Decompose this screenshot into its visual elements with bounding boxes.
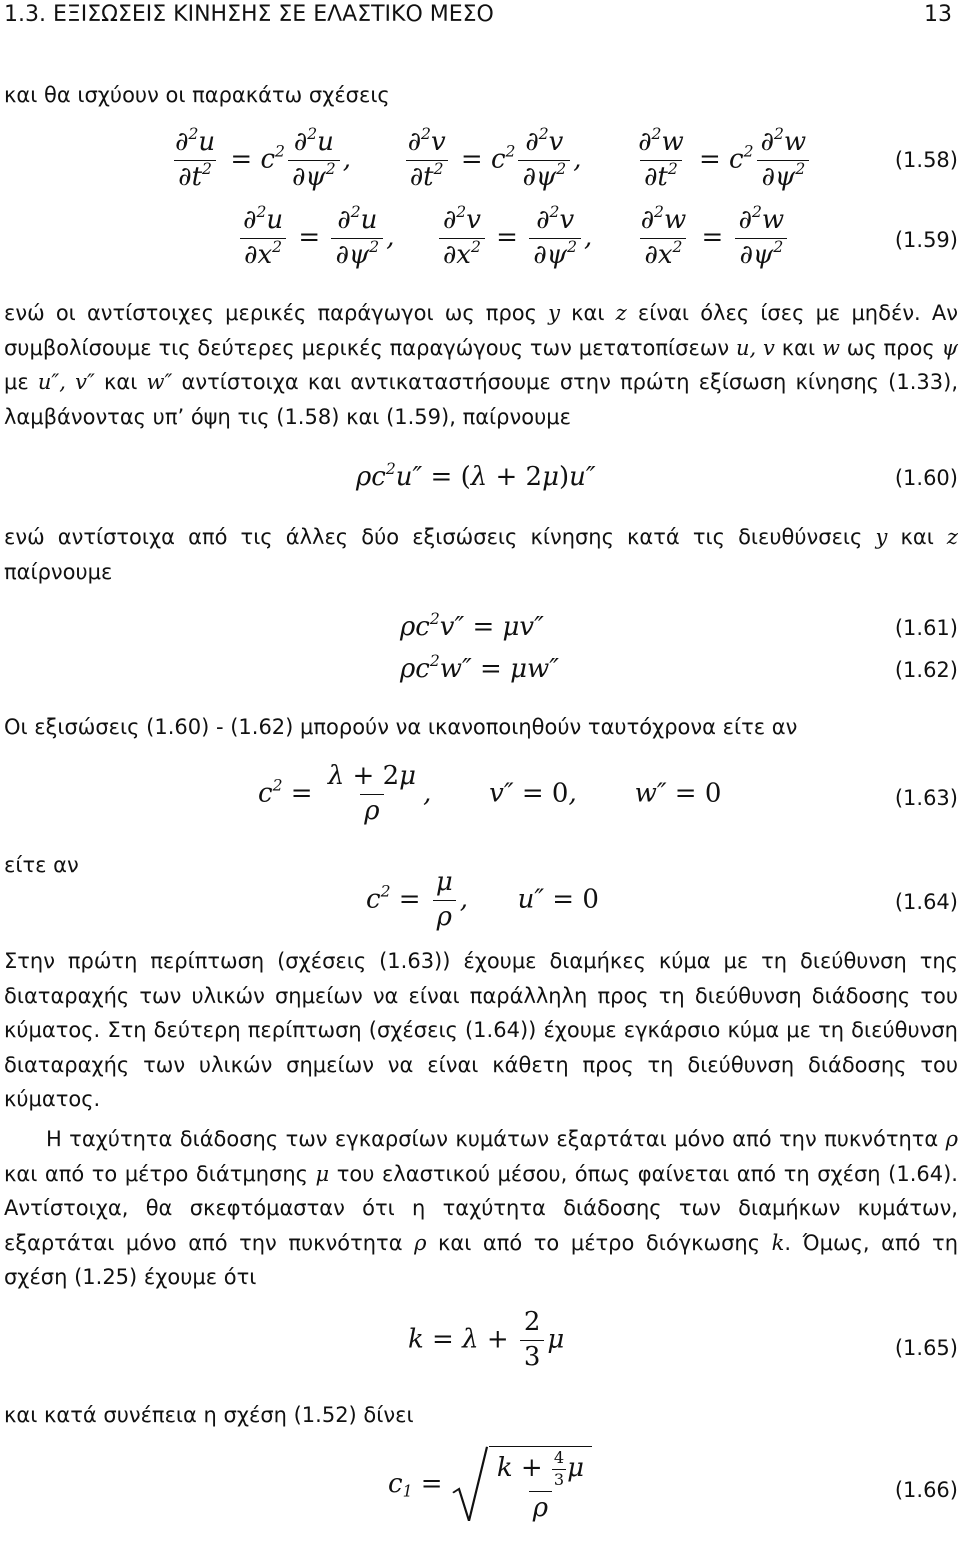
equation-1-65: k = λ + $\frac{2}{3}$ μ (1.65) — [408, 1307, 958, 1372]
equation-number: (1.58) — [894, 148, 958, 172]
paragraph-wave-speed: Η ταχύτητα διάδοσης των εγκαρσίων κυμάτων εξαρτάται μόνο από την πυκνότητα ρ και από το μέτρο διάτμησης μ του ελαστικού μέσου, όπως φαίνεται από τη σχέση (1.64). Αντίστοιχα, θα σκεφτόμασταν ότι η ταχύτητα διάδοσης των διαμήκων κυμάτων, εξαρτάται μόνο από την πυκνότητα ρ και από το μέτρο διόγκωσης k. Όμως, από τη σχέση (1.25) έχουμε ότι — [4, 1127, 959, 1289]
equation-number: (1.65) — [894, 1336, 958, 1360]
equation-number: (1.63) — [894, 786, 958, 810]
equation-1-61: $\rho c^2v'' = \mu v''$ (1.61) — [400, 610, 958, 642]
equation-1-66: $c_1$ = k + $\frac{4}{3}$ μ ρ (1.66) — [388, 1448, 958, 1524]
equation-number: (1.59) — [894, 228, 958, 252]
paragraph-conditions: Οι εξισώσεις (1.60) - (1.62) μπορούν να ικανοποιηθούν ταυτόχρονα είτε αν — [4, 715, 798, 739]
paragraph-other-directions: ενώ αντίστοιχα από τις άλλες δύο εξισώσεις κίνησης κατά τις διευθύνσεις y και z παίρνουμε — [4, 525, 958, 584]
equation-number: (1.64) — [894, 890, 958, 914]
square-root: k + $\frac{4}{3}$ μ ρ — [451, 1446, 592, 1524]
paragraph-derivatives: ενώ οι αντίστοιχες μερικές παράγωγοι ως προς y και z είναι όλες ίσες με μηδέν. Αν συμβολίσουμε τις δεύτερες μερικές παραγώγους των μετατοπίσεων u, v και w ως προς ψ με u″, v″ και w″ αντίστοιχα και αντικαταστήσουμε στην πρώτη εξίσωση κίνησης (1.33), λαμβάνοντας υπ’ όψη τις (1.58) και (1.59), παίρνουμε — [4, 301, 958, 429]
equation-1-62: $\rho c^2w'' = \mu w''$ (1.62) — [400, 652, 958, 684]
equation-1-58: $\frac{\partial^2u}{\partial t^2}$ = $c^2$ $\frac{\partial^2u}{\partial\psi^2}$ , $\frac{\partial^2v}{\partial t^2}$ = $c^2$ $\frac{\partial^2v}{\partial\psi^2}$ , $\frac{\partial^2w}{\partial t^2}$ = $c^2$ $\frac{\partial^2w}{\partial\psi^2}$ (1.58) — [175, 125, 958, 192]
section-title: 1.3. ΕΞΙΣΩΣΕΙΣ ΚΙΝΗΣΗΣ ΣΕ ΕΛΑΣΤΙΚΟ ΜΕΣΟ — [4, 2, 494, 27]
equation-1-64: $c^2$ = $\frac{\mu}{\rho}$ , u″ = 0 (1.64) — [366, 867, 958, 932]
equation-number: (1.62) — [894, 658, 958, 682]
running-header — [0, 0, 960, 34]
paragraph-wave-types: Στην πρώτη περίπτωση (σχέσεις (1.63)) έχουμε διαμήκες κύμα με τη διεύθυνση της διαταραχής των υλικών σημείων να είναι παράλληλη προς τη διεύθυνση διάδοσης του κύματος. Στη δεύτερη περίπτωση (σχέσεις (1.64)) έχουμε εγκάρσιο κύμα με τη διεύθυνση διαταραχής των υλικών σημείων να είναι κάθετη προς τη διεύθυνση διάδοσης του κύματος. — [4, 949, 958, 1111]
equation-number: (1.60) — [894, 466, 958, 490]
equation-1-60: $\rho c^2u'' = (\lambda + 2\mu)u''$ (1.60) — [356, 460, 958, 492]
page-number: 13 — [924, 2, 952, 27]
paragraph-intro: και θα ισχύουν οι παρακάτω σχέσεις — [4, 83, 390, 107]
equation-number: (1.66) — [894, 1478, 958, 1502]
equation-1-59: $\frac{\partial^2u}{\partial x^2}$ = $\frac{\partial^2u}{\partial\psi^2}$ , $\frac{\partial^2v}{\partial x^2}$ = $\frac{\partial^2v}{\partial\psi^2}$ , $\frac{\partial^2w}{\partial x^2}$ = $\frac{\partial^2w}{\partial\psi^2}$ (1.59) — [0, 202, 960, 284]
equation-number: (1.61) — [894, 616, 958, 640]
label-either-if: είτε αν — [4, 853, 79, 877]
equation-1-63: $c^2$ = $\frac{\lambda + 2\mu}{\rho}$ , v″ = 0, w″ = 0 (1.63) — [258, 761, 958, 826]
paragraph-consequently: και κατά συνέπεια η σχέση (1.52) δίνει — [4, 1403, 414, 1427]
